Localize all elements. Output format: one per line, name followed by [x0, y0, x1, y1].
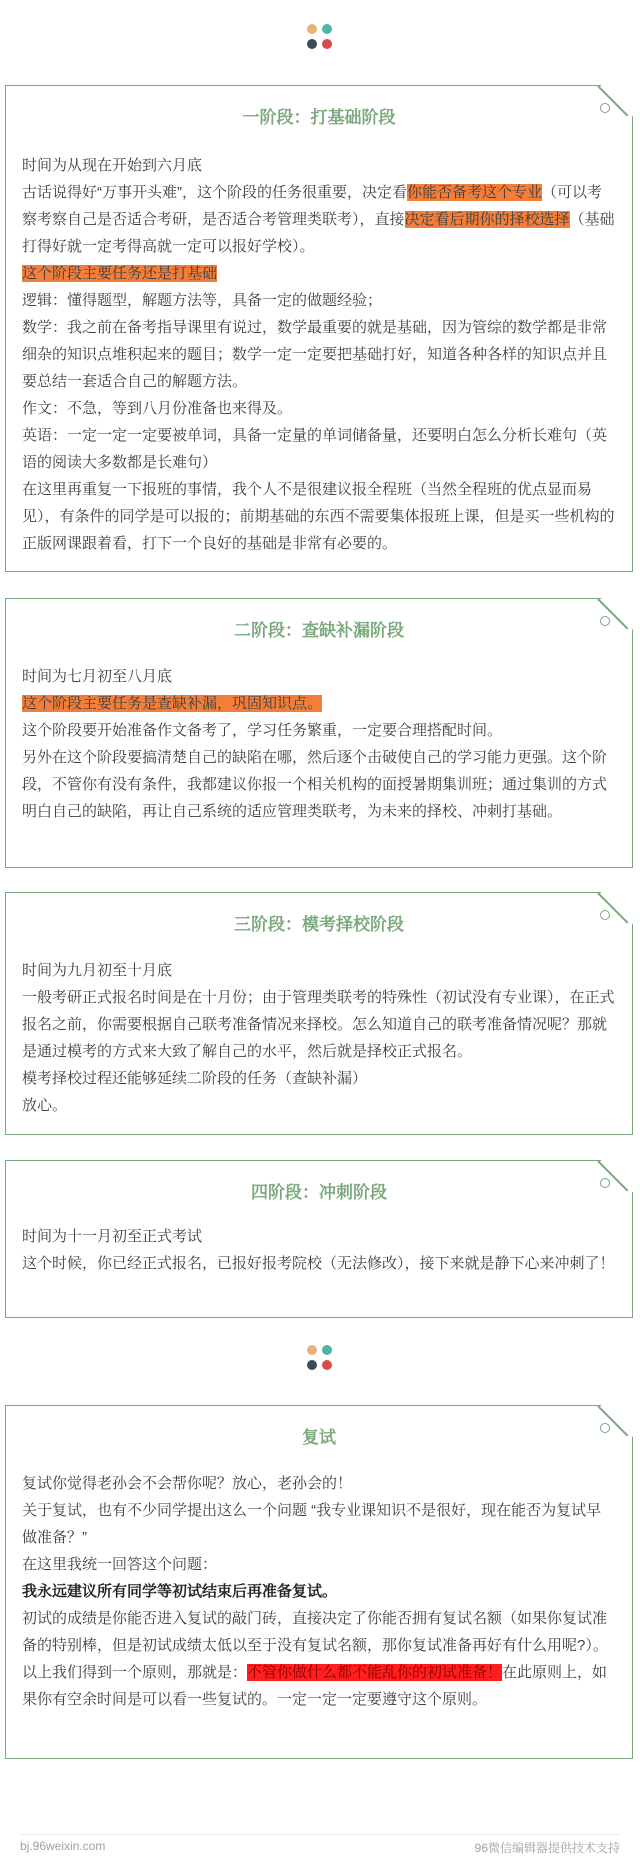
- retest-p2: 关于复试，也有不少同学提出这么一个问题 “我专业课知识不是很好，现在能否为复试早做准备？”: [22, 1502, 602, 1546]
- stage4-body: [22, 1223, 616, 1277]
- stage1-title: 一阶段：打基础阶段: [242, 108, 396, 127]
- stage1-math: 数学：我之前在备考指导课里有说过，数学最重要的就是基础，因为管综的数学都是非常细杂的知识点堆积起来的题目；数学一定一定要把基础打好，知道各种各样的知识点并且要总结一套适合自己的解题方法。: [22, 319, 608, 390]
- stage2-p2: 另外在这个阶段要搞清楚自己的缺陷在哪，然后逐个击破使自己的学习能力更强。这个阶段，不管你有没有条件，我都建议你报一个相关机构的面授暑期集训班；通过集训的方式明白自己的缺陷，再让自己系统的适应管理类联考，为未来的择校、冲刺打基础。: [22, 749, 608, 820]
- ring-icon: [600, 910, 610, 920]
- retest-p1: 复试你觉得老孙会不会帮你呢？放心，老孙会的！: [22, 1475, 353, 1492]
- ring-icon: [600, 616, 610, 626]
- footer-site: bj.96weixin.com: [20, 1839, 106, 1853]
- dot-icon: [322, 39, 332, 49]
- dot-icon: [307, 1345, 317, 1355]
- stage1-essay: 作文：不急，等到八月份准备也来得及。: [22, 400, 293, 417]
- stage3-p2: 模考择校过程还能够延续二阶段的任务（查缺补漏）: [22, 1070, 368, 1087]
- stage2-card: [5, 598, 633, 868]
- stage1-logic: 逻辑：懂得题型，解题方法等，具备一定的做题经验；: [22, 292, 383, 309]
- decorative-dots-middle: [304, 1343, 336, 1371]
- stage3-title: 三阶段：模考择校阶段: [234, 915, 404, 934]
- footer-credit: 96微信编辑器提供技术支持: [474, 1841, 620, 1855]
- stage4-title: 四阶段：冲刺阶段: [251, 1183, 387, 1202]
- ring-icon: [600, 1178, 610, 1188]
- stage1-body: [22, 152, 616, 557]
- stage1-task: 这个阶段主要任务还是打基础: [22, 265, 218, 282]
- ring-icon: [600, 1423, 610, 1433]
- stage2-body: [22, 663, 616, 825]
- stage1-intro: 古话说得好“万事开头难”，这个阶段的任务很重要，决定看你能否备考这个专业（可以考察考察自己是否适合考研，是否适合考管理类联考），直接决定看后期你的择校选择（基础打得好就一定考得高就一定可以报好学校）。: [22, 184, 615, 255]
- retest-p5: 初试的成绩是你能否进入复试的敲门砖，直接决定了你能否拥有复试名额（如果你复试准备的特别棒，但是初试成绩太低以至于没有复试名额，那你复试准备再好有什么用呢?）。以上我们得到一个原则，那就是：不管你做什么都不能乱你的初试准备！在此原则上，如果你有空余时间是可以看一些复试的。一定一定一定要遵守这个原则。: [22, 1610, 608, 1708]
- retest-card: [5, 1405, 633, 1759]
- stage3-card: [5, 892, 633, 1135]
- retest-p3: 在这里我统一回答这个问题：: [22, 1556, 218, 1573]
- stage2-title: 二阶段：查缺补漏阶段: [234, 621, 404, 640]
- dot-icon: [322, 1345, 332, 1355]
- stage4-card: [5, 1160, 633, 1318]
- stage3-time: 时间为九月初至十月底: [22, 962, 173, 979]
- stage4-p1: 这个时候，你已经正式报名，已报好报考院校（无法修改），接下来就是静下心来冲刺了！: [22, 1255, 615, 1272]
- stage1-card: [5, 85, 633, 572]
- stage2-task: 这个阶段主要任务是查缺补漏，巩固知识点。: [22, 695, 323, 712]
- footer: [20, 1834, 620, 1859]
- stage1-time: 时间为从现在开始到六月底: [22, 157, 203, 174]
- dot-icon: [322, 24, 332, 34]
- stage2-time: 时间为七月初至八月底: [22, 668, 173, 685]
- ring-icon: [600, 103, 610, 113]
- stage3-body: [22, 957, 616, 1119]
- retest-title: 复试: [302, 1428, 336, 1447]
- dot-icon: [307, 39, 317, 49]
- stage2-p1: 这个阶段要开始准备作文备考了，学习任务繁重，一定要合理搭配时间。: [22, 722, 503, 739]
- dot-icon: [307, 24, 317, 34]
- decorative-dots-top: [304, 22, 336, 50]
- dot-icon: [322, 1360, 332, 1370]
- stage3-p3: 放心。: [22, 1097, 68, 1114]
- dot-icon: [307, 1360, 317, 1370]
- stage1-class: 在这里再重复一下报班的事情，我个人不是很建议报全程班（当然全程班的优点显而易见），有条件的同学是可以报的；前期基础的东西不需要集体报班上课，但是买一些机构的正版网课跟着看，打下一个良好的基础是非常有必要的。: [22, 481, 615, 552]
- stage1-english: 英语：一定一定一定要被单词，具备一定量的单词储备量，还要明白怎么分析长难句（英语的阅读大多数都是长难句）: [22, 427, 608, 471]
- stage3-p1: 一般考研正式报名时间是在十月份；由于管理类联考的特殊性（初试没有专业课），在正式报名之前，你需要根据自己联考准备情况来择校。怎么知道自己的联考准备情况呢？那就是通过模考的方式来大致了解自己的水平，然后就是择校正式报名。: [22, 989, 615, 1060]
- retest-p4: 我永远建议所有同学等初试结束后再准备复试。: [22, 1583, 338, 1600]
- stage4-time: 时间为十一月初至正式考试: [22, 1228, 203, 1245]
- retest-body: [22, 1470, 616, 1713]
